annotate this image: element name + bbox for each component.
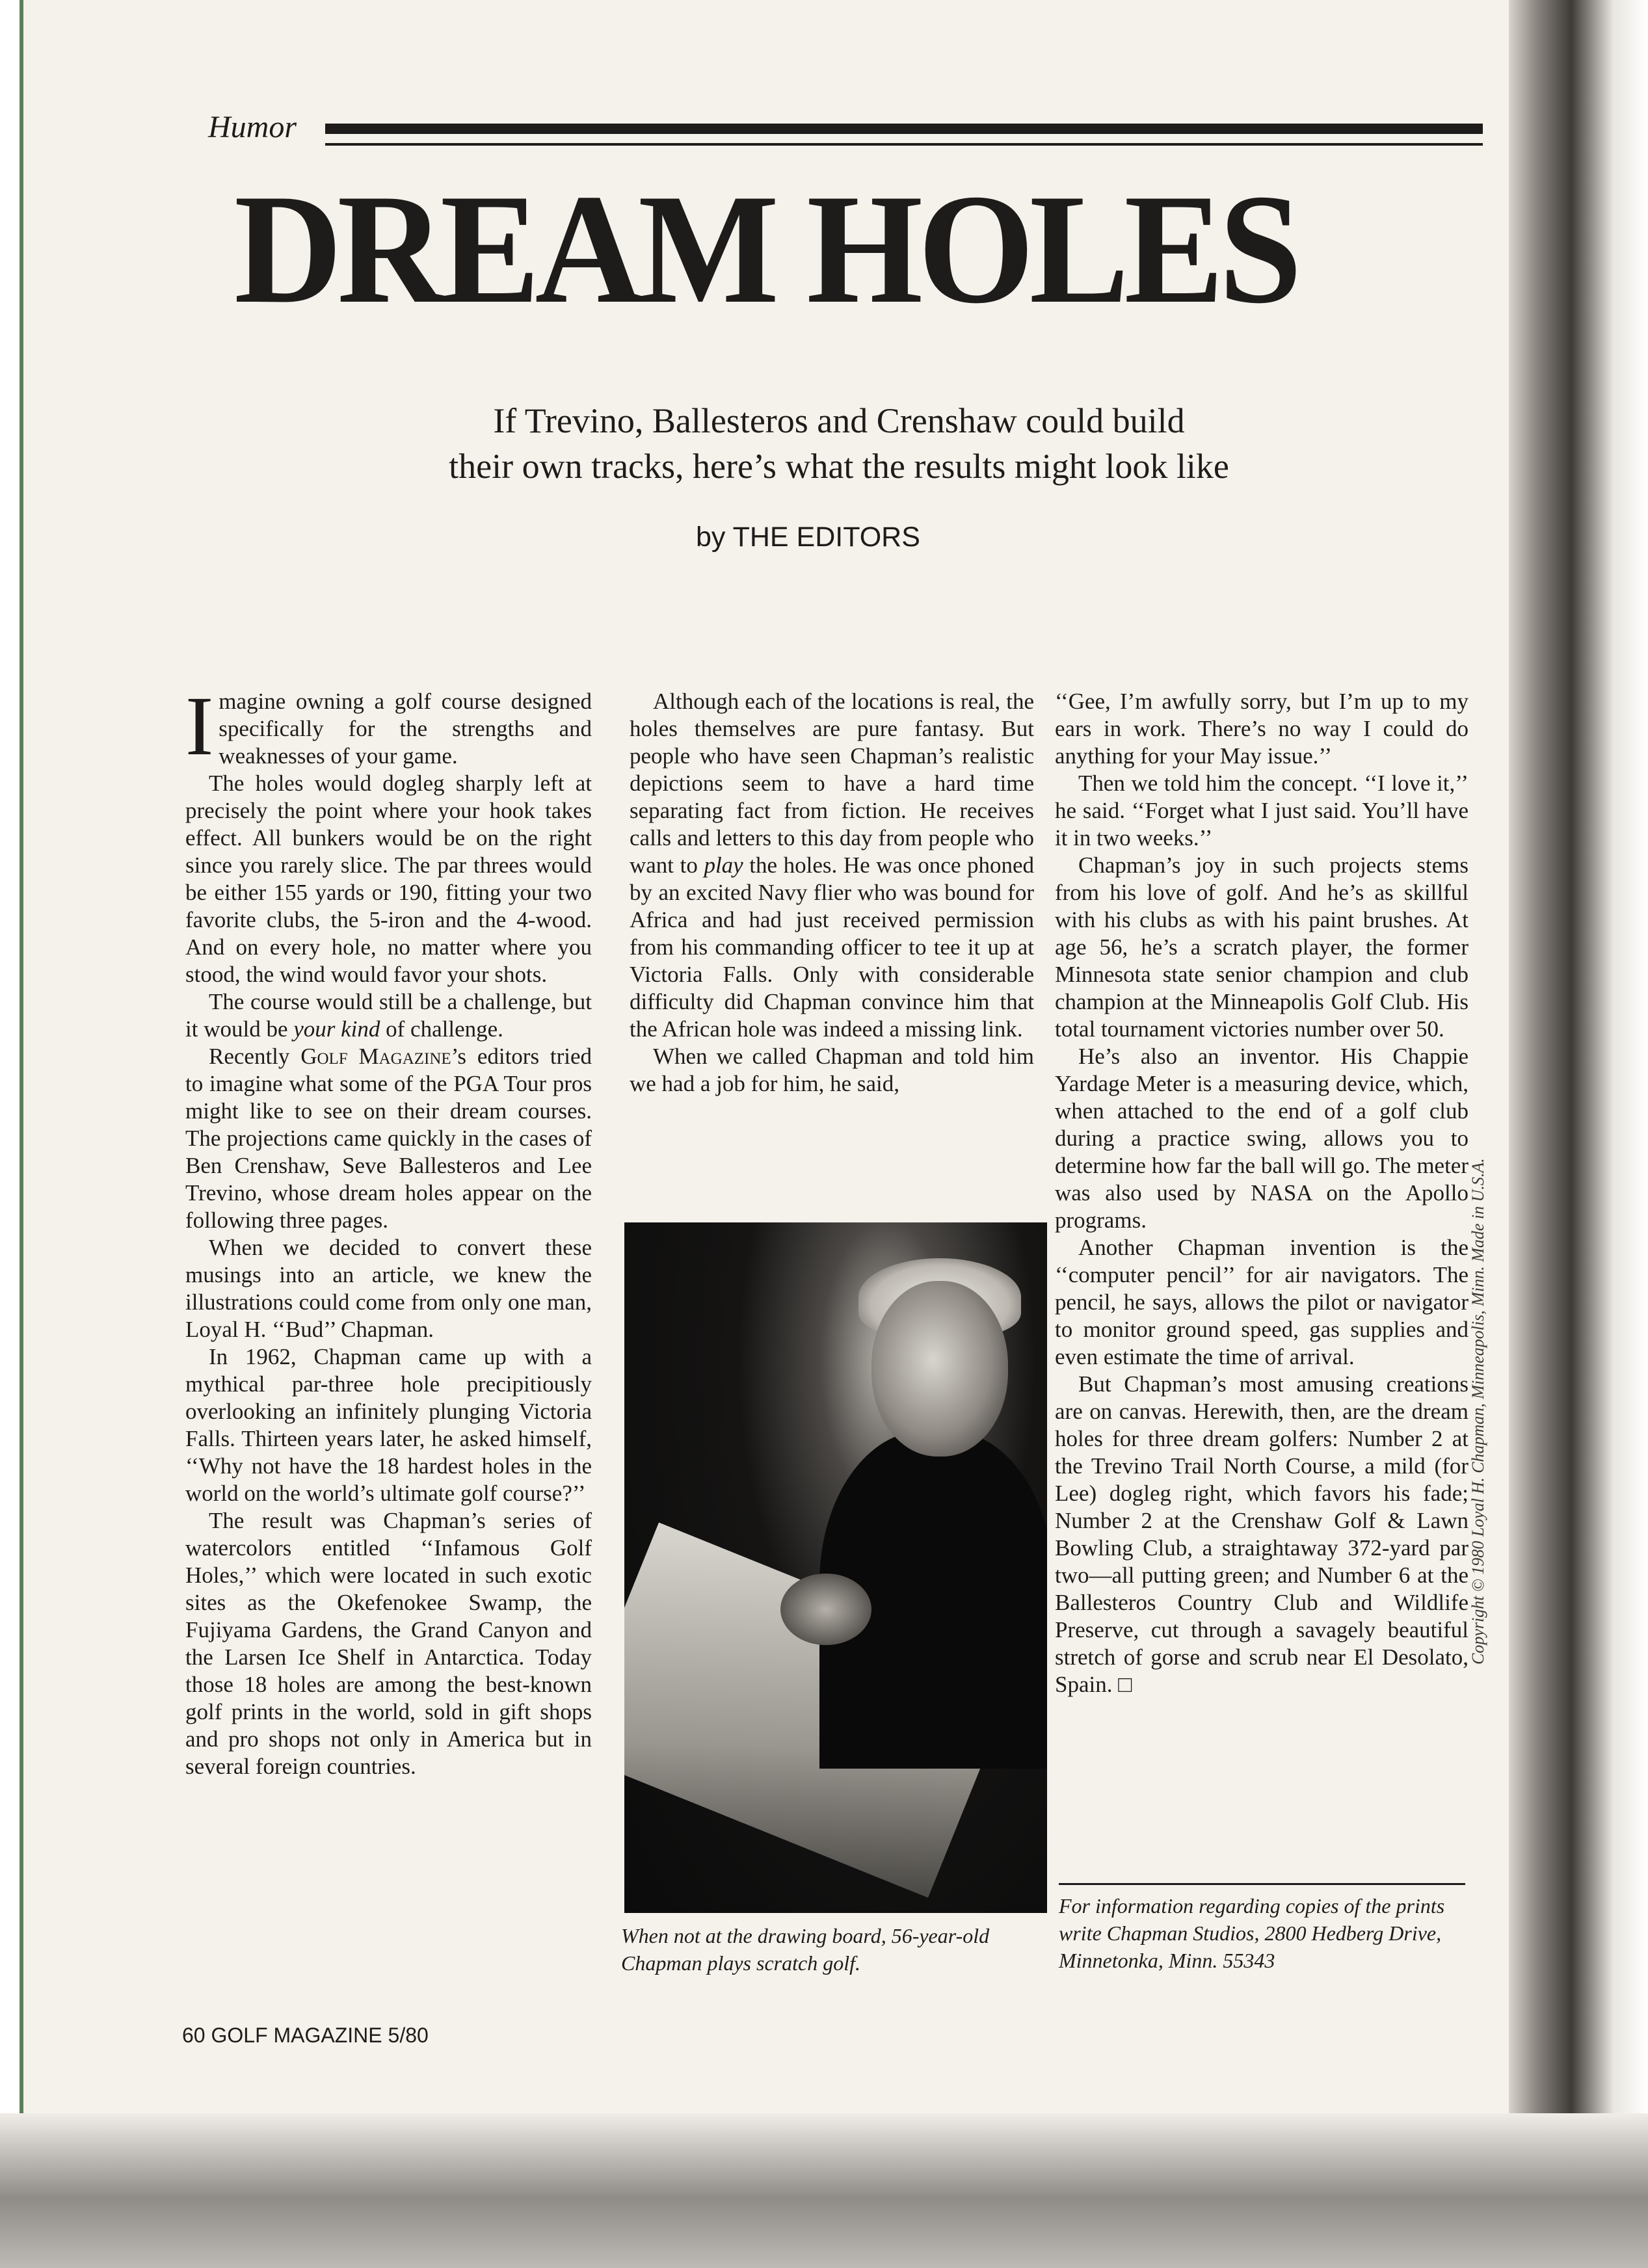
section-rule — [325, 124, 1483, 146]
photo-figure-hand — [780, 1574, 871, 1645]
paragraph: But Chapman’s most amusing creations are on canvas. Herewith, then, are the dream holes for three dream golfers: Number 2 at the Trevino Trail North Course, a mild (for Lee) dogleg right, which favors his fade; Number 2 at the Crenshaw Golf & Lawn Bowling Club, a straightaway 372-yard par two—all putting green; and Number 6 at the Ballesteros Country Club and Wildlife Preserve, cut through a savagely beautiful stretch of gorse and scrub near El Desolato, Spain. □ — [1055, 1371, 1469, 1697]
column-2 — [630, 688, 1034, 1098]
deck-line-2: their own tracks, here’s what the results might look like — [449, 447, 1229, 486]
paragraph: The result was Chapman’s series of watercolors entitled ‘‘Infamous Golf Holes,’’ which were located in such exotic sites as the Okefenokee Swamp, the Fujiyama Gardens, the Grand Canyon and the Larsen Ice Shelf in Antarctica. Today those 18 holes are among the best-known golf prints in the world, sold in gift shops and pro shops not only in America but in several foreign countries. — [185, 1508, 592, 1779]
paragraph: Recently Golf Magazine’s editors tried to imagine what some of the PGA Tour pros might like to see on their dream courses. The projections came quickly in the cases of Ben Crenshaw, Seve Ballesteros and Lee Trevino, whose dream holes appear on the following three pages. — [185, 1044, 592, 1233]
paragraph: Imagine owning a golf course designed specifically for the strengths and weaknesses of your game. — [185, 679, 592, 773]
paragraph: When we decided to convert these musings into an article, we knew the illustrations could come from only one man, Loyal H. ‘‘Bud’’ Chapman. — [185, 1235, 592, 1342]
paragraph: The holes would dogleg sharply left at precisely the point where your hook takes effect. All bunkers would be on the right since you rarely slice. The par threes would be either 155 yards or 190, fitting your two favorite clubs, the 5-iron and the 4-wood. And on every hole, no matter where you stood, the wind would favor your shots. — [185, 771, 592, 987]
page-edge — [20, 0, 23, 2133]
column-3 — [1055, 688, 1469, 1698]
article-deck — [364, 398, 1314, 489]
paragraph: Chapman’s joy in such projects stems from his love of golf. And he’s as skillful with his clubs as with his paint brushes. At age 56, he’s a scratch player, the former Minnesota state senior champion and club champion at the Minneapolis Golf Club. His total tournament victories number over 50. — [1055, 852, 1469, 1042]
paragraph: The course would still be a challenge, but it would be your kind of challenge. — [185, 989, 592, 1042]
paragraph: In 1962, Chapman came up with a mythical par-three hole precipitiously overlooking an infinitely plunging Victoria Falls. Thirteen years later, he asked himself, ‘‘Why not have the 18 hardest holes in the world on the world’s ultimate golf course?’’ — [185, 1344, 592, 1506]
drop-cap: I — [185, 679, 214, 773]
scan-bottom-shadow — [0, 2113, 1648, 2268]
byline: by THE EDITORS — [696, 521, 920, 553]
magazine-name: Golf Magazine — [300, 1044, 451, 1069]
paragraph: Another Chapman invention is the ‘‘computer pencil’’ for air navigators. The pencil, he says, allows the pilot or navigator to monitor ground speed, gas supplies and even estimate the time of arrival. — [1055, 1235, 1469, 1369]
paragraph: Although each of the locations is real, the holes themselves are pure fantasy. But people who have seen Chapman’s realistic depictions seem to have a hard time separating fact from fiction. He receives calls and letters to this day from people who want to play the holes. He was once phoned by an excited Navy flier who was bound for Africa and had just received permission from his commanding officer to tee it up at Victoria Falls. Only with considerable difficulty did Chapman convince him that the African hole was indeed a missing link. — [630, 689, 1035, 1042]
deck-line-1: If Trevino, Ballesteros and Crenshaw could build — [493, 401, 1185, 440]
paragraph: ‘‘Gee, I’m awfully sorry, but I’m up to my ears in work. There’s no way I could do anything for your May issue.’’ — [1055, 689, 1469, 769]
photo-figure-face — [871, 1281, 1008, 1457]
chapman-photo — [624, 1222, 1047, 1913]
section-label: Humor — [208, 110, 297, 144]
paragraph: Then we told him the concept. ‘‘I love it,’’ he said. ‘‘Forget what I just said. You’ll have it in two weeks.’’ — [1055, 771, 1469, 850]
page-footer: 60 GOLF MAGAZINE 5/80 — [182, 2024, 429, 2047]
paragraph: When we called Chapman and told him we had a job for him, he said, — [630, 1044, 1034, 1096]
note-rule — [1059, 1883, 1465, 1885]
page-binding-shadow — [1509, 0, 1648, 2268]
info-note: For information regarding copies of the prints write Chapman Studios, 2800 Hedberg Drive, Minnetonka, Minn. 55343 — [1059, 1894, 1445, 1972]
article-title: DREAM HOLES — [234, 162, 1297, 336]
paragraph: He’s also an inventor. His Chappie Yardage Meter is a measuring device, which, when attached to the end of a golf club during a practice swing, allows you to determine how far the ball will go. The meter was also used by NASA on the Apollo programs. — [1055, 1044, 1469, 1233]
column-1 — [185, 679, 592, 1780]
copyright-notice: Copyright © 1980 Loyal H. Chapman, Minneapolis, Minn. Made in U.S.A. — [1469, 1158, 1487, 1665]
photo-caption: When not at the drawing board, 56-year-old Chapman plays scratch golf. — [621, 1924, 990, 1975]
